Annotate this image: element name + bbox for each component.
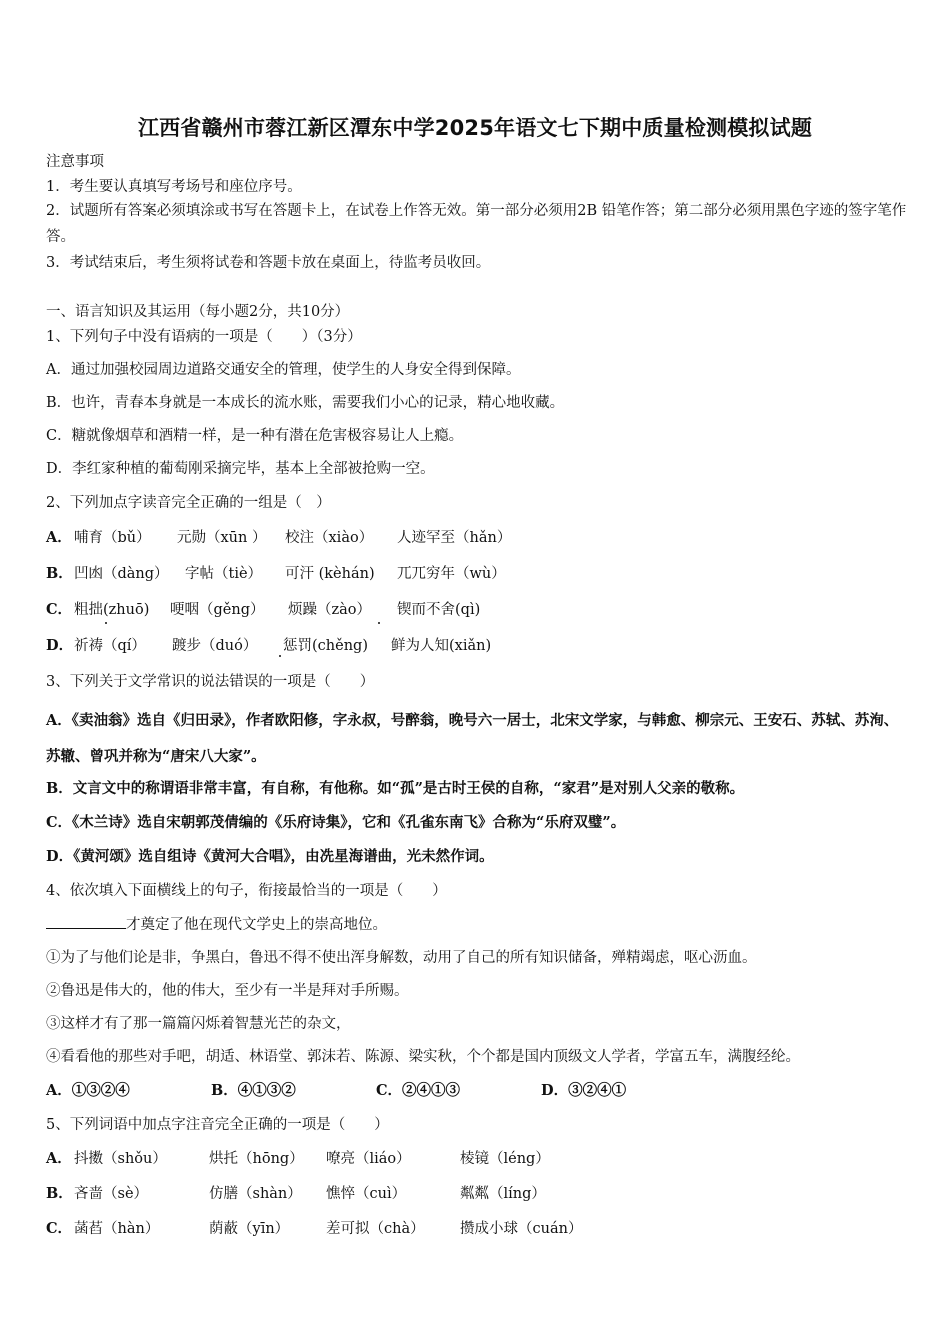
q2-d-item-4: 鲜为人知(xiǎn)	[391, 638, 492, 654]
notice-item-1: 1．考生要认真填写考场号和座位序号。	[46, 179, 302, 195]
q3-option-b: B．文言文中的称谓语非常丰富，有自称，有他称。如“孤”是古时王侯的自称，“家君”是对别人父亲的敬称。	[46, 780, 745, 797]
q3-option-a: A．《卖油翁》选自《归田录》，作者欧阳修，字永叔，号醉翁，晚号六一居士，北宋文学家，与韩愈、柳宗元、王安石、苏轼、苏洵、苏辙、曾巩并称为“唐宋八大家”。	[46, 712, 899, 765]
q5-b-item-3: 憔悴（cuì）	[326, 1186, 407, 1202]
q4-blank-text: 才奠定了他在现代文学史上的崇高地位。	[126, 917, 387, 933]
q2-b-item-1: 凹凼（dàng）	[74, 566, 169, 582]
q3-stem: 3、下列关于文学常识的说法错误的一项是（ ）	[46, 674, 375, 690]
notice-heading: 注意事项	[46, 154, 104, 170]
q2-d-item-2: 踱步（duó）	[172, 638, 258, 654]
q2-b-item-3: 可汗 (kèhán)	[285, 566, 375, 582]
q4-sentence-1: ①为了与他们论是非，争黑白，鲁迅不得不使出浑身解数，动用了自己的所有知识储备，殚精竭虑，呕心沥血。	[46, 950, 757, 966]
q2-c-item-1: 粗拙(zhuō)	[74, 602, 150, 618]
section-1-heading: 一、语言知识及其运用（每小题2分，共10分）	[46, 304, 350, 320]
q5-stem: 5、下列词语中加点字注音完全正确的一项是（ ）	[46, 1117, 389, 1133]
q5-b-label: B．	[46, 1185, 73, 1202]
q5-c-label: C．	[46, 1220, 73, 1237]
q5-b-item-2: 仿膳（shàn）	[209, 1186, 302, 1202]
q4-sentence-2: ②鲁迅是伟大的，他的伟大，至少有一半是拜对手所赐。	[46, 983, 409, 999]
q2-c-item-3: 烦躁（zào）	[288, 602, 372, 618]
q5-c-item-3: 差可拟（chà）	[326, 1221, 425, 1237]
q4-sentence-4: ④看看他的那些对手吧，胡适、林语堂、郭沫若、陈源、梁实秋，个个都是国内顶级文人学者，学富五车，满腹经纶。	[46, 1049, 800, 1065]
q5-a-item-3: 嘹亮（liáo）	[326, 1151, 411, 1167]
exam-title: 江西省赣州市蓉江新区潭东中学2025年语文七下期中质量检测模拟试题	[137, 116, 813, 140]
q3-option-c: C．《木兰诗》选自宋朝郭茂倩编的《乐府诗集》，它和《孔雀东南飞》合称为“乐府双璧”。	[46, 814, 626, 831]
q1-option-a: A．通过加强校园周边道路交通安全的管理，使学生的人身安全得到保障。	[46, 362, 521, 378]
q2-stem: 2、下列加点字读音完全正确的一组是（ ）	[46, 495, 331, 511]
q5-a-item-4: 棱镜（léng）	[460, 1151, 550, 1167]
q2-a-item-2: 元勋（xūn ）	[177, 530, 267, 546]
q2-a-item-4: 人迹罕至（hǎn）	[397, 530, 512, 546]
q4-option-c: C．②④①③	[376, 1082, 461, 1099]
q5-a-label: A．	[46, 1150, 72, 1167]
q2-b-item-4: 兀兀穷年（wù）	[397, 566, 506, 582]
q4-option-a: A．①③②④	[46, 1082, 130, 1099]
q2-c-item-2: 哽咽（gěng）	[170, 602, 265, 618]
q5-b-item-4: 粼粼（líng）	[460, 1186, 546, 1202]
q4-option-b: B．④①③②	[211, 1082, 296, 1099]
q2-c-item-4: 锲而不舍(qì)	[397, 602, 481, 618]
q5-b-item-1: 吝啬（sè）	[74, 1186, 149, 1202]
q4-stem: 4、依次填入下面横线上的句子，衔接最恰当的一项是（ ）	[46, 883, 447, 899]
emphasis-dot	[378, 622, 380, 624]
q1-option-c: C．糖就像烟草和酒精一样，是一种有潜在危害极容易让人上瘾。	[46, 428, 464, 444]
q1-option-b: B．也许，青春本身就是一本成长的流水账，需要我们小心的记录，精心地收藏。	[46, 395, 565, 411]
q2-a-label: A．	[46, 529, 72, 546]
q2-a-item-3: 校注（xiào）	[285, 530, 374, 546]
fill-blank	[46, 914, 126, 929]
q5-a-item-1: 抖擞（shǒu）	[74, 1151, 167, 1167]
q2-c-label: C．	[46, 601, 73, 618]
q4-sentence-3: ③这样才有了那一篇篇闪烁着智慧光芒的杂文，	[46, 1016, 351, 1032]
q2-b-item-2: 字帖（tiè）	[185, 566, 263, 582]
q2-d-label: D．	[46, 637, 74, 654]
q5-c-item-2: 荫蔽（yīn）	[209, 1221, 290, 1237]
q2-a-item-1: 哺育（bǔ）	[74, 530, 151, 546]
emphasis-dot	[105, 622, 107, 624]
q2-d-item-1: 祈祷（qí）	[74, 638, 146, 654]
notice-item-2: 2．试题所有答案必须填涂或书写在答题卡上，在试卷上作答无效。第一部分必须用2B 铅笔作答；第二部分必须用黑色字迹的签字笔作答。	[46, 203, 907, 245]
q2-b-label: B．	[46, 565, 73, 582]
q4-blank-line	[46, 914, 387, 935]
emphasis-dot	[279, 655, 281, 657]
q1-option-d: D．李红家种植的葡萄刚采摘完毕，基本上全部被抢购一空。	[46, 461, 435, 477]
q5-c-item-4: 攒成小球（cuán）	[460, 1221, 583, 1237]
q5-c-item-1: 菡萏（hàn）	[74, 1221, 160, 1237]
q3-option-d: D．《黄河颂》选自组诗《黄河大合唱》，由冼星海谱曲，光未然作词。	[46, 848, 494, 865]
q5-a-item-2: 烘托（hōng）	[209, 1151, 304, 1167]
q4-option-d: D．③②④①	[541, 1082, 627, 1099]
q2-d-item-3: 惩罚(chěng)	[283, 638, 368, 654]
notice-item-3: 3．考试结束后，考生须将试卷和答题卡放在桌面上，待监考员收回。	[46, 255, 491, 271]
q1-stem: 1、下列句子中没有语病的一项是（ ）（3分）	[46, 329, 362, 345]
